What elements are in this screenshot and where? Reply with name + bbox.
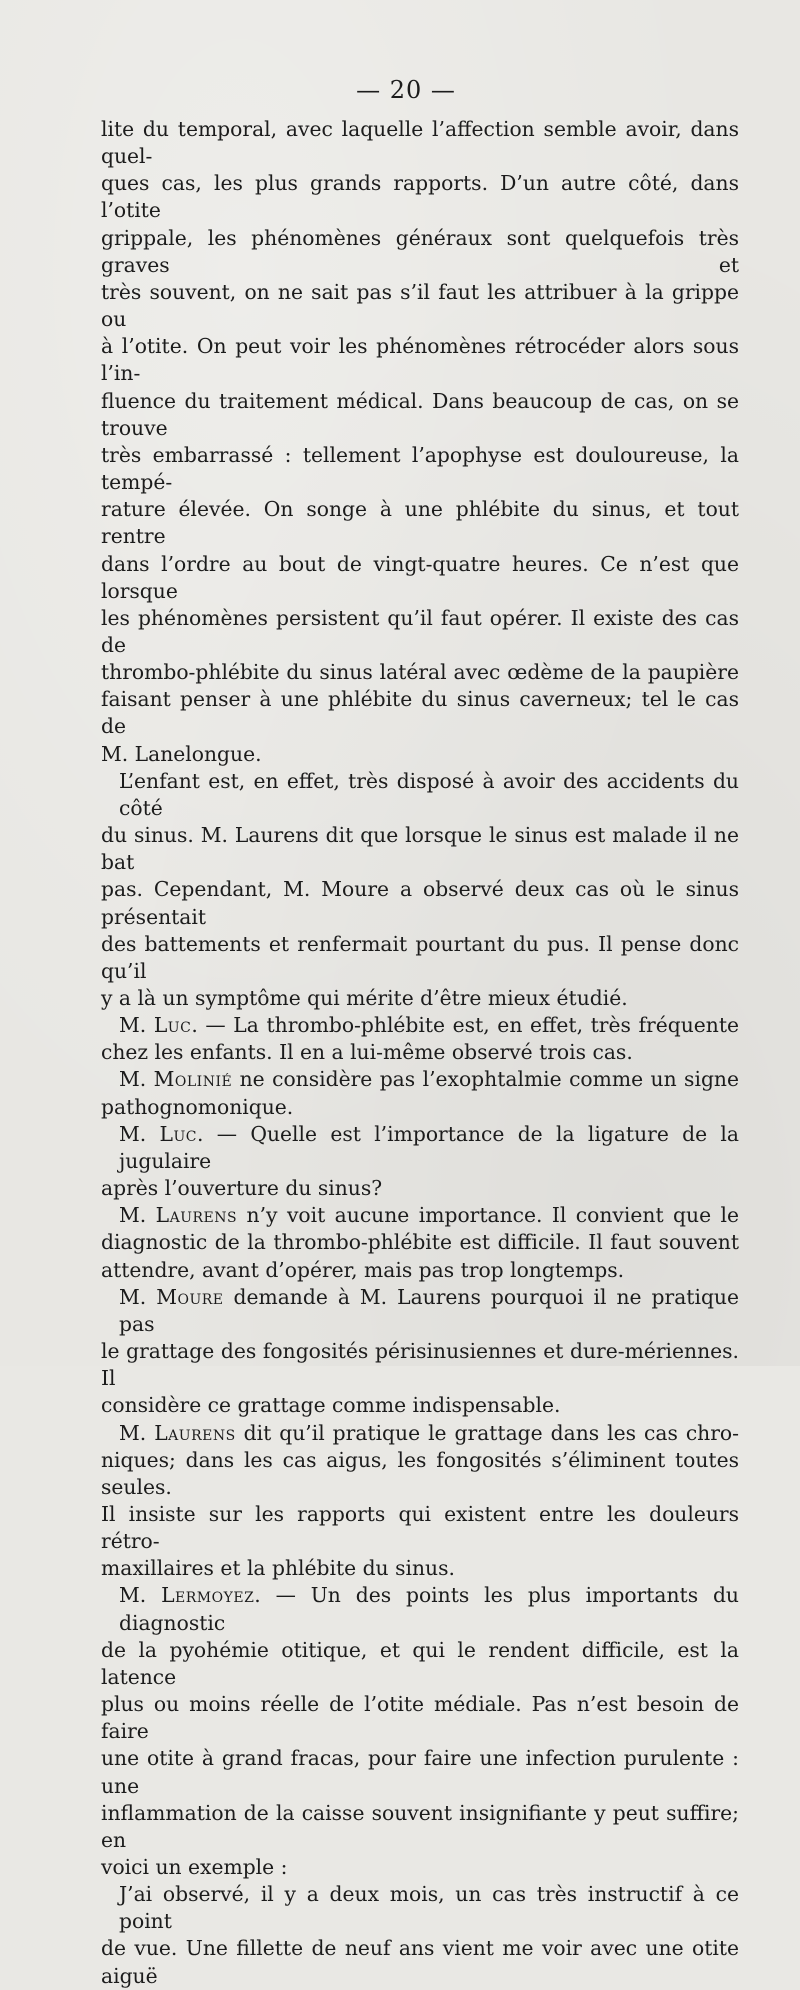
text-line: une otite à grand fracas, pour faire une infection purulente : une: [101, 1746, 739, 1798]
text-run: . — Un des points les plus importants du diagnostic: [119, 1583, 739, 1635]
text-line: les phénomènes persistent qu’il faut opérer. Il existe des cas de: [101, 605, 739, 657]
text-run: n’y voit aucune importance. Il convient que le: [237, 1203, 739, 1228]
paragraph: [101, 1881, 739, 1990]
text-line: [101, 1066, 739, 1093]
paragraph: [101, 1202, 739, 1283]
text-line: [101, 1202, 739, 1229]
text-run: . — Quelle est l’importance de la ligature de la jugulaire: [119, 1121, 739, 1173]
text-line: faisant penser à une phlébite du sinus caverneux; tel le cas de: [101, 687, 739, 739]
text-line: Il insiste sur les rapports qui existent entre les douleurs rétro-: [101, 1501, 739, 1554]
text-line: y a là un symptôme qui mérite d’être mieux étudié.: [101, 986, 628, 1010]
text-line: [101, 1582, 739, 1636]
speaker-name: Lermoyez: [161, 1583, 255, 1608]
text-run: . — La thrombo-phlébite est, en effet, très fréquente: [191, 1013, 739, 1038]
text-line: L’enfant est, en effet, très disposé à avoir des accidents du côté: [119, 768, 739, 820]
text-run: demande à M. Laurens pourquoi il ne pratique pas: [119, 1284, 739, 1336]
text-line: fluence du traitement médical. Dans beaucoup de cas, on se trouve: [101, 388, 739, 440]
paragraph: [101, 1582, 739, 1881]
text-line: très embarrassé : tellement l’apophyse est douloureuse, la tempé-: [101, 442, 739, 495]
text-line: ques cas, les plus grands rapports. D’un autre côté, dans l’otite: [101, 171, 739, 223]
text-line: du sinus. M. Laurens dit que lorsque le sinus est malade il ne bat: [101, 823, 739, 875]
text-line: [101, 1284, 739, 1338]
speaker-prefix: M.: [119, 1583, 162, 1608]
text-line: très souvent, on ne sait pas s’il faut les attribuer à la grippe ou: [101, 279, 739, 332]
text-line: maxillaires et la phlébite du sinus.: [101, 1556, 455, 1581]
text-line: [101, 1121, 739, 1175]
paragraph: [101, 1066, 739, 1120]
text-line: diagnostic de la thrombo-phlébite est difficile. Il faut souvent: [101, 1230, 739, 1255]
paragraph: [101, 1121, 739, 1202]
text-line: grippale, les phénomènes généraux sont quelquefois très graves et: [101, 225, 739, 277]
speaker-name: Luc: [159, 1121, 198, 1146]
speaker-name: Laurens: [154, 1420, 236, 1445]
text-line: attendre, avant d’opérer, mais pas trop longtemps.: [101, 1257, 625, 1282]
text-line: des battements et renfermait pourtant du pus. Il pense donc qu’il: [101, 931, 739, 983]
text-line: de la pyohémie otitique, et qui le rendent difficile, est la latence: [101, 1637, 739, 1689]
text-line: chez les enfants. Il en a lui-même observé trois cas.: [101, 1040, 633, 1065]
text-line: M. Lanelongue.: [101, 741, 262, 766]
speaker-prefix: M.: [119, 1420, 155, 1445]
text-line: plus ou moins réelle de l’otite médiale. Pas n’est besoin de faire: [101, 1692, 739, 1744]
text-line: J’ai observé, il y a deux mois, un cas très instructif à ce point: [119, 1882, 739, 1934]
text-line: dans l’ordre au bout de vingt-quatre heures. Ce n’est que lorsque: [101, 551, 739, 603]
speaker-name: Laurens: [155, 1203, 238, 1228]
paragraph: [101, 768, 739, 1012]
paragraph: [101, 116, 739, 768]
text-line: à l’otite. On peut voir les phénomènes rétrocéder alors sous l’in-: [101, 334, 739, 386]
text-line: niques; dans les cas aigus, les fongosités s’éliminent toutes seules.: [101, 1447, 739, 1499]
text-line: le grattage des fongosités périsinusiennes et dure-mériennes. Il: [101, 1339, 739, 1391]
speaker-prefix: M.: [119, 1284, 157, 1309]
text-run: dit qu’il pratique le grattage dans les cas chro-: [235, 1420, 739, 1445]
page-number: — 20 —: [356, 76, 456, 104]
text-line: inflammation de la caisse souvent insignifiante y peut suffire; en: [101, 1800, 739, 1852]
paragraph: [101, 1284, 739, 1420]
speaker-prefix: M.: [119, 1067, 154, 1092]
text-line: [101, 1012, 739, 1039]
text-line: voici un exemple :: [101, 1855, 288, 1879]
paragraph: [101, 1012, 739, 1066]
text-line: lite du temporal, avec laquelle l’affection semble avoir, dans quel-: [101, 117, 739, 169]
text-line: thrombo-phlébite du sinus latéral avec œdème de la paupière: [101, 660, 739, 685]
text-line: pathognomonique.: [101, 1094, 294, 1119]
speaker-prefix: M.: [119, 1013, 154, 1038]
text-line: rature élevée. On songe à une phlébite du sinus, et tout rentre: [101, 497, 739, 549]
text-line: [101, 1420, 739, 1447]
speaker-prefix: M.: [119, 1121, 160, 1146]
text-line: pas. Cependant, M. Moure a observé deux cas où le sinus présentait: [101, 877, 739, 929]
text-run: ne considère pas l’exophtalmie comme un signe: [232, 1067, 739, 1092]
text-line: considère ce grattage comme indispensable.: [101, 1393, 561, 1418]
speaker-name: Luc: [153, 1013, 192, 1038]
text-line: de vue. Une fillette de neuf ans vient me voir avec une otite aiguë: [101, 1936, 739, 1988]
text-line: après l’ouverture du sinus?: [101, 1176, 383, 1201]
speaker-name: Molinié: [153, 1067, 233, 1092]
body-text: [101, 116, 739, 1990]
speaker-prefix: M.: [119, 1203, 156, 1228]
paragraph: [101, 1420, 739, 1583]
speaker-name: Moure: [156, 1284, 224, 1309]
